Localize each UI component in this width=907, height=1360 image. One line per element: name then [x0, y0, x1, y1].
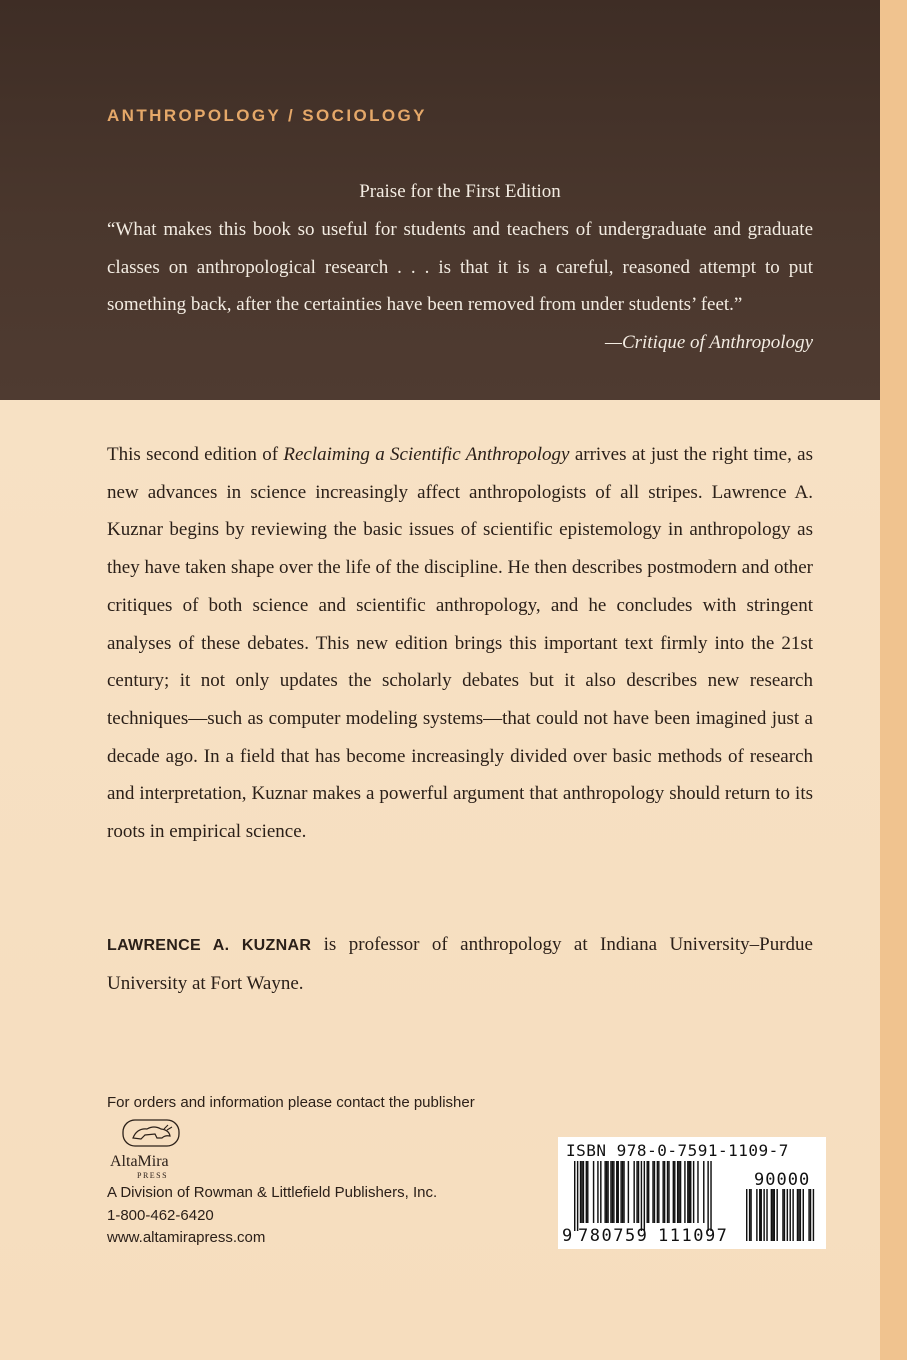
barcode-bar	[636, 1161, 637, 1223]
barcode-bar	[586, 1161, 587, 1223]
barcode-bar	[616, 1161, 617, 1223]
quote-text: “What makes this book so useful for students and teachers of undergraduate and graduate classes on anthropological research . . . is that it is a careful, reasoned attempt to put something back, after the certainties have been removed from under students’ feet.”	[107, 219, 813, 315]
price-barcode-bar	[766, 1189, 767, 1241]
price-barcode-bar	[784, 1189, 785, 1241]
barcode-bar	[673, 1161, 674, 1223]
price-barcode-bar	[813, 1189, 814, 1241]
barcode-bar	[606, 1161, 607, 1223]
barcode-bar	[690, 1161, 691, 1223]
book-title: Reclaiming a Scientific Anthropology	[283, 444, 570, 465]
barcode-bar	[644, 1161, 645, 1231]
publisher-division: A Division of Rowman & Littlefield Publishers, Inc.	[107, 1184, 438, 1201]
author-name: LAWRENCE A. KUZNAR	[107, 937, 312, 954]
barcode-bar	[638, 1161, 639, 1223]
price-barcode-bar	[790, 1189, 791, 1241]
ean-barcode-bars	[574, 1161, 712, 1231]
barcode-bar	[587, 1161, 588, 1223]
barcode-bar	[593, 1161, 594, 1223]
barcode-bar	[684, 1161, 685, 1223]
barcode-bar	[618, 1161, 619, 1223]
price-barcode-bar	[797, 1189, 798, 1241]
category-label: ANTHROPOLOGY / SOCIOLOGY	[107, 106, 427, 125]
barcode-bar	[622, 1161, 623, 1223]
barcode-bar	[674, 1161, 675, 1223]
blurb-body: arrives at just the right time, as new advances in science increasingly affect anthropologists of all stripes. Lawrence A. Kuznar begins by reviewing the basic issues of scientific epistemology in anthropology as they have taken shape over the life of the discipline. He then describes postmodern and other critiques of both science and scientific anthropology, and he concludes with stringent analyses of these debates. This new edition brings this important text firmly into the 21st century; it not only updates the scholarly debates but it also describes new research techniques—such as computer modeling systems—that could not have been imagined just a decade ago. In a field that has become increasingly divided over basic methods of research and interpretation, Kuznar makes a powerful argument that anthropology should return to its roots in empirical science.	[107, 444, 813, 843]
barcode-bar	[583, 1161, 584, 1223]
blurb-intro: This second edition of	[107, 444, 284, 465]
barcode-bar	[647, 1161, 648, 1223]
barcode-bar	[664, 1161, 665, 1223]
barcode-bar	[581, 1161, 582, 1223]
barcode-bar	[604, 1161, 605, 1223]
barcode-bar	[574, 1161, 575, 1231]
barcode-bar	[623, 1161, 624, 1223]
price-barcode-bar	[803, 1189, 804, 1241]
barcode-bar	[612, 1161, 613, 1223]
ean-left-group: 780759	[578, 1226, 649, 1246]
price-barcode-bar	[759, 1189, 760, 1241]
barcode-bar	[607, 1161, 608, 1223]
barcode-bar	[613, 1161, 614, 1223]
praise-quote	[107, 211, 813, 361]
barcode-bar	[687, 1161, 688, 1223]
price-barcode-bar	[750, 1189, 751, 1241]
barcode-bar	[668, 1161, 669, 1223]
barcode-bar	[703, 1161, 704, 1223]
barcode-bar	[654, 1161, 655, 1223]
price-barcode-bars	[746, 1189, 814, 1241]
barcode-bar	[610, 1161, 611, 1223]
bio-text: is professor of anthropology at Indiana University–Purdue University at Fort Wayne.	[107, 934, 813, 994]
barcode-bar	[648, 1161, 649, 1223]
praise-heading: Praise for the First Edition	[359, 181, 561, 202]
ean-first-digit: 9	[562, 1226, 573, 1246]
quote-source: —Critique of Anthropology	[605, 331, 813, 353]
barcode-bar	[657, 1161, 658, 1223]
barcode-bar	[662, 1161, 663, 1223]
barcode-bar	[707, 1161, 708, 1231]
spine-edge	[880, 0, 907, 1360]
price-barcode-bar	[771, 1189, 772, 1241]
logo-subtext: PRESS	[137, 1171, 169, 1180]
barcode-bar	[641, 1161, 642, 1231]
price-barcode-bar	[761, 1189, 762, 1241]
price-barcode-bar	[749, 1189, 750, 1241]
barcode-bar	[620, 1161, 621, 1223]
logo-wordmark: AltaMira	[110, 1153, 169, 1170]
barcode-bar	[597, 1161, 598, 1223]
ean-right-group: 111097	[658, 1226, 729, 1246]
barcode-bar	[633, 1161, 634, 1223]
barcode-bar	[680, 1161, 681, 1223]
price-barcode-bar	[792, 1189, 793, 1241]
price-barcode-bar	[782, 1189, 783, 1241]
publisher-website[interactable]: www.altamirapress.com	[107, 1229, 266, 1246]
price-barcode-bar	[774, 1189, 775, 1241]
barcode-bar	[677, 1161, 678, 1223]
barcode-bar	[600, 1161, 601, 1223]
barcode-bar	[689, 1161, 690, 1223]
isbn-barcode	[558, 1137, 826, 1249]
barcode-bar	[577, 1161, 578, 1231]
altamira-logo	[107, 1116, 197, 1184]
barcode-bar	[667, 1161, 668, 1223]
barcode-bar	[652, 1161, 653, 1223]
barcode-bar	[697, 1161, 698, 1223]
barcode-bar	[628, 1161, 629, 1223]
price-barcode-bar	[798, 1189, 799, 1241]
publisher-contact: For orders and information please contact the publisher	[107, 1094, 475, 1111]
price-barcode-bar	[800, 1189, 801, 1241]
price-barcode-bar	[746, 1189, 747, 1241]
barcode-bar	[710, 1161, 711, 1231]
price-barcode-bar	[808, 1189, 809, 1241]
price-barcode-bar	[772, 1189, 773, 1241]
barcode-bar	[580, 1161, 581, 1223]
price-barcode-bar	[756, 1189, 757, 1241]
price-code: 90000	[754, 1170, 811, 1190]
barcode-bar	[658, 1161, 659, 1223]
barcode-bar	[693, 1161, 694, 1223]
price-barcode-bar	[787, 1189, 788, 1241]
price-barcode-bar	[763, 1189, 764, 1241]
barcode-graphic	[558, 1137, 826, 1249]
price-barcode-bar	[810, 1189, 811, 1241]
isbn-label: ISBN 978-0-7591-1109-7	[566, 1141, 789, 1160]
publisher-phone: 1-800-462-6420	[107, 1207, 214, 1224]
author-bio	[107, 926, 813, 1002]
price-barcode-bar	[776, 1189, 777, 1241]
barcode-bar	[678, 1161, 679, 1223]
book-description	[107, 436, 813, 851]
